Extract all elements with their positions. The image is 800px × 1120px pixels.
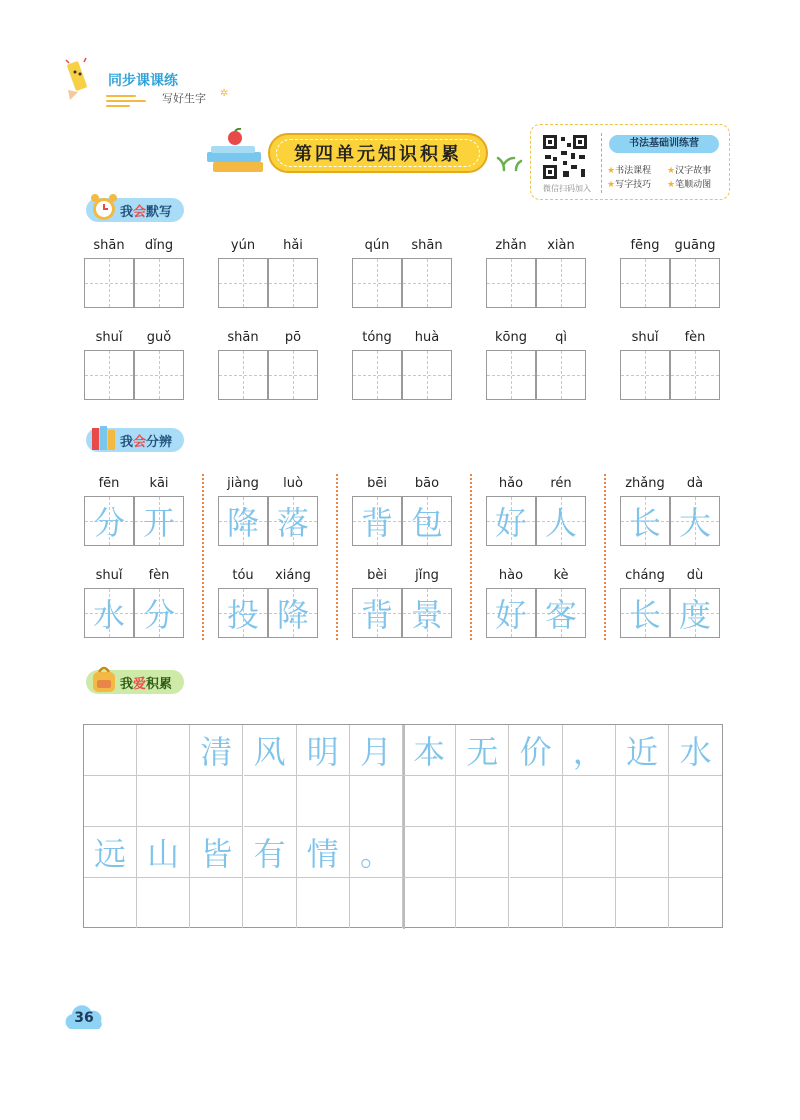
pinyin: hào <box>498 568 524 583</box>
pinyin: fēng <box>630 238 660 253</box>
writing-cell[interactable] <box>670 350 720 400</box>
poem-cell[interactable] <box>403 827 456 878</box>
star-icon: ★ <box>667 180 676 190</box>
unit-title: 第四单元知识积累 <box>276 139 480 167</box>
poem-cell[interactable] <box>297 776 350 827</box>
writing-cell[interactable] <box>620 258 670 308</box>
pinyin: jǐng <box>415 568 439 583</box>
character-cell: 好 <box>486 496 536 546</box>
poem-cell[interactable] <box>84 776 137 827</box>
poem-cell[interactable] <box>456 827 509 878</box>
writing-cell[interactable] <box>268 350 318 400</box>
brand-logo <box>62 52 252 108</box>
poem-cell[interactable] <box>456 877 509 928</box>
character-cell: 背 <box>352 496 402 546</box>
pinyin: fēn <box>98 476 120 491</box>
star-icon: ★ <box>667 166 676 176</box>
qr-code-icon[interactable] <box>541 133 589 181</box>
alarm-clock-icon <box>90 192 118 222</box>
poem-cell[interactable] <box>403 776 456 827</box>
feature-item: ★书法课程 <box>607 166 652 176</box>
pinyin: zhǎn <box>495 238 527 253</box>
poem-cell[interactable]: 价 <box>510 725 563 776</box>
pinyin: shān <box>93 238 125 253</box>
qr-caption: 微信扫码加入 <box>543 184 591 193</box>
poem-cell[interactable]: 。 <box>350 827 403 878</box>
camp-label: 书法基础训练营 <box>609 135 719 153</box>
character-cell: 客 <box>536 588 586 638</box>
pinyin: kōng <box>495 330 527 345</box>
pinyin: xiáng <box>275 568 311 583</box>
writing-cell[interactable] <box>402 350 452 400</box>
character-cell: 分 <box>134 588 184 638</box>
books-icon <box>90 422 118 452</box>
writing-cell[interactable] <box>620 350 670 400</box>
writing-cell[interactable] <box>218 258 268 308</box>
feature-item: ★写字技巧 <box>607 180 652 190</box>
writing-cell[interactable] <box>84 350 134 400</box>
pinyin: xiàn <box>547 238 575 253</box>
poem-cell[interactable] <box>403 877 456 928</box>
poem-cell[interactable]: 水 <box>669 725 722 776</box>
star-icon: ★ <box>607 166 616 176</box>
unit-title-banner <box>268 133 488 173</box>
character-cell: 景 <box>402 588 452 638</box>
group-separator <box>202 474 204 640</box>
poem-cell[interactable] <box>244 877 297 928</box>
poem-cell[interactable] <box>137 877 190 928</box>
poem-cell[interactable] <box>563 827 616 878</box>
pencil-mascot-icon <box>62 56 92 102</box>
character-cell: 投 <box>218 588 268 638</box>
poem-cell[interactable] <box>456 776 509 827</box>
poem-cell[interactable] <box>616 877 669 928</box>
writing-cell[interactable] <box>536 258 586 308</box>
poem-cell[interactable]: 风 <box>244 725 297 776</box>
poem-cell[interactable] <box>616 827 669 878</box>
backpack-icon <box>90 664 118 694</box>
pinyin: shān <box>411 238 443 253</box>
pinyin: yún <box>230 238 256 253</box>
writing-cell[interactable] <box>134 258 184 308</box>
poem-cell[interactable] <box>190 776 243 827</box>
poem-cell[interactable] <box>510 877 563 928</box>
pinyin: shān <box>227 330 259 345</box>
brand-subtitle: 写好生字 <box>162 92 206 105</box>
pinyin: shuǐ <box>95 568 123 583</box>
writing-cell[interactable] <box>134 350 184 400</box>
poem-cell[interactable] <box>350 877 403 928</box>
character-cell: 降 <box>218 496 268 546</box>
poem-cell[interactable]: 情 <box>297 827 350 878</box>
section-label-distinguish: 我 会 分辨 <box>86 428 184 452</box>
poem-cell[interactable]: 近 <box>616 725 669 776</box>
poem-cell[interactable] <box>669 877 722 928</box>
character-cell: 长 <box>620 588 670 638</box>
poem-cell[interactable] <box>563 776 616 827</box>
writing-cell[interactable] <box>402 258 452 308</box>
feature-item: ★笔顺动图 <box>667 180 712 190</box>
writing-cell[interactable] <box>352 258 402 308</box>
poem-cell[interactable] <box>137 776 190 827</box>
section-label-accumulate: 我 爱 积累 <box>86 670 184 694</box>
pinyin: kè <box>553 568 569 583</box>
pinyin: shuǐ <box>95 330 123 345</box>
pinyin: bèi <box>367 568 387 583</box>
poem-cell[interactable] <box>510 827 563 878</box>
pinyin: bāo <box>414 476 440 491</box>
pinyin: guǒ <box>146 330 172 345</box>
writing-cell[interactable] <box>536 350 586 400</box>
poem-cell[interactable] <box>84 877 137 928</box>
pinyin: hǎi <box>283 238 303 253</box>
brand-decoration-lines <box>106 92 156 110</box>
character-cell: 包 <box>402 496 452 546</box>
pinyin: qì <box>555 330 567 345</box>
character-cell: 人 <box>536 496 586 546</box>
poem-cell[interactable]: 本 <box>403 725 456 776</box>
poem-cell[interactable] <box>669 827 722 878</box>
poem-cell[interactable] <box>297 877 350 928</box>
sprout-icon <box>494 148 524 172</box>
pinyin: kāi <box>149 476 169 491</box>
pinyin: tóng <box>362 330 392 345</box>
character-cell: 落 <box>268 496 318 546</box>
pinyin: pō <box>284 330 302 345</box>
character-cell: 分 <box>84 496 134 546</box>
poem-cell[interactable]: 山 <box>137 827 190 878</box>
poem-cell[interactable] <box>244 776 297 827</box>
writing-cell[interactable] <box>352 350 402 400</box>
writing-cell[interactable] <box>670 258 720 308</box>
poem-cell[interactable] <box>616 776 669 827</box>
pinyin: shuǐ <box>631 330 659 345</box>
pinyin: dà <box>686 476 704 491</box>
poem-cell[interactable]: 远 <box>84 827 137 878</box>
writing-cell[interactable] <box>486 350 536 400</box>
pinyin: guāng <box>674 238 716 253</box>
page-number: 36 <box>62 1003 106 1033</box>
pinyin: qún <box>364 238 390 253</box>
poem-cell[interactable] <box>190 877 243 928</box>
pinyin: bēi <box>367 476 387 491</box>
writing-cell[interactable] <box>84 258 134 308</box>
poem-cell[interactable] <box>510 776 563 827</box>
writing-cell[interactable] <box>486 258 536 308</box>
character-cell: 背 <box>352 588 402 638</box>
sun-icon: ✲ <box>220 88 229 99</box>
pinyin: huà <box>414 330 440 345</box>
character-cell: 长 <box>620 496 670 546</box>
poem-cell[interactable] <box>669 776 722 827</box>
pinyin: rén <box>550 476 572 491</box>
brand-title: 同步课课练 <box>108 73 178 89</box>
character-cell: 降 <box>268 588 318 638</box>
pinyin: tóu <box>232 568 254 583</box>
pinyin: zhǎng <box>625 476 665 491</box>
character-cell: 水 <box>84 588 134 638</box>
poem-cell[interactable]: 无 <box>456 725 509 776</box>
character-cell: 大 <box>670 496 720 546</box>
poem-cell[interactable]: 月 <box>350 725 403 776</box>
poem-cell[interactable]: 有 <box>244 827 297 878</box>
pinyin: cháng <box>625 568 665 583</box>
pinyin: dǐng <box>144 238 174 253</box>
character-cell: 开 <box>134 496 184 546</box>
poem-cell[interactable] <box>563 877 616 928</box>
section-label-dictation: 我 会 默写 <box>86 198 184 222</box>
character-cell: 好 <box>486 588 536 638</box>
pinyin: luò <box>283 476 303 491</box>
feature-item: ★汉字故事 <box>667 166 712 176</box>
poem-cell[interactable]: 明 <box>297 725 350 776</box>
books-apple-icon <box>205 128 265 174</box>
poem-cell[interactable]: ， <box>563 725 616 776</box>
pinyin: fèn <box>148 568 170 583</box>
group-separator <box>604 474 606 640</box>
group-separator <box>470 474 472 640</box>
pinyin: dù <box>686 568 704 583</box>
writing-cell[interactable] <box>268 258 318 308</box>
poem-cell[interactable] <box>84 725 137 776</box>
pinyin: jiàng <box>227 476 259 491</box>
poem-cell[interactable]: 皆 <box>190 827 243 878</box>
star-icon: ★ <box>607 180 616 190</box>
group-separator <box>336 474 338 640</box>
poem-cell[interactable] <box>137 725 190 776</box>
poem-cell[interactable]: 清 <box>190 725 243 776</box>
pinyin: hǎo <box>498 476 524 491</box>
poem-writing-grid <box>83 724 723 928</box>
pinyin: fèn <box>684 330 706 345</box>
character-cell: 度 <box>670 588 720 638</box>
writing-cell[interactable] <box>218 350 268 400</box>
qr-promo-box <box>530 124 730 200</box>
poem-cell[interactable] <box>350 776 403 827</box>
